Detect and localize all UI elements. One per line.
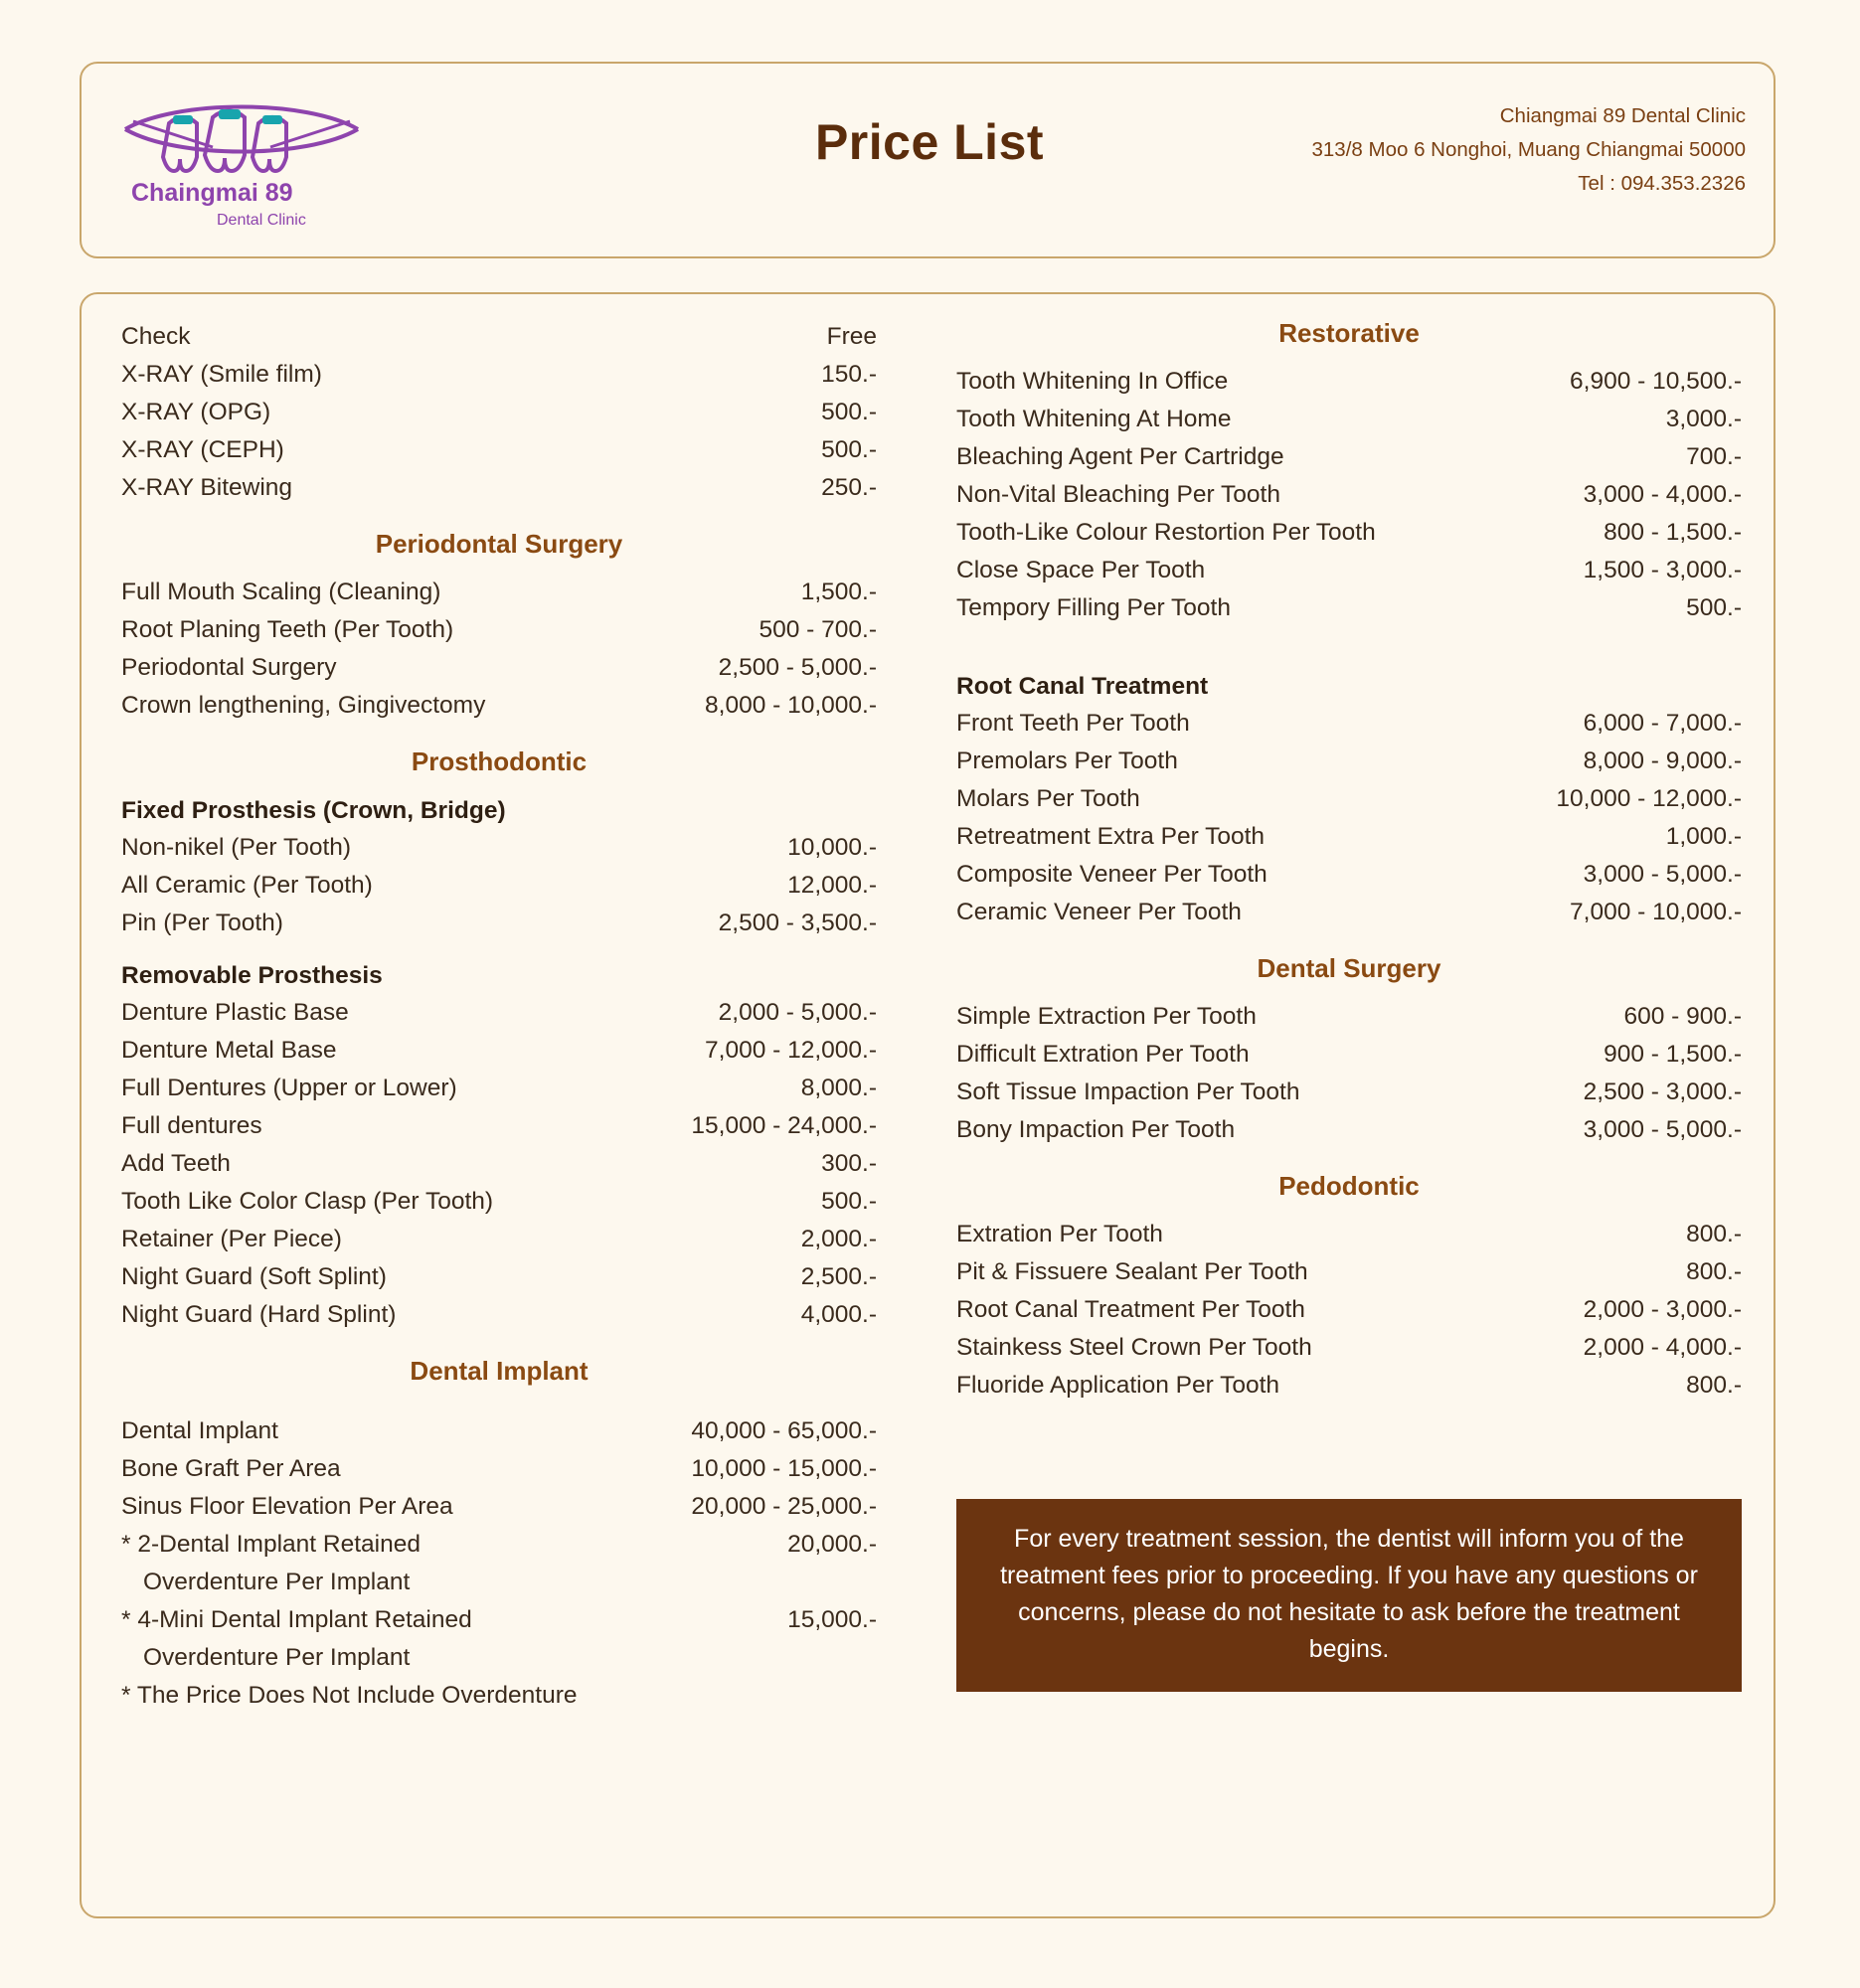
- table-row: [956, 438, 1742, 476]
- service-label: Periodontal Surgery: [121, 654, 337, 681]
- service-label: Simple Extraction Per Tooth: [956, 1003, 1257, 1030]
- table-row: [956, 589, 1742, 627]
- service-price: 800.-: [1686, 1258, 1742, 1285]
- service-label: Non-Vital Bleaching Per Tooth: [956, 481, 1280, 508]
- service-price: 8,000.-: [800, 1075, 877, 1101]
- table-row: [121, 1145, 877, 1183]
- service-price: 20,000 - 25,000.-: [691, 1493, 877, 1520]
- table-row: [121, 829, 877, 867]
- table-row: [121, 469, 877, 507]
- service-price: 250.-: [821, 474, 877, 501]
- service-label: Retainer (Per Piece): [121, 1226, 342, 1252]
- service-label: Night Guard (Soft Splint): [121, 1263, 387, 1290]
- service-label: Full Dentures (Upper or Lower): [121, 1075, 457, 1101]
- table-row: [121, 394, 877, 431]
- service-label: Root Canal Treatment Per Tooth: [956, 1296, 1305, 1323]
- clinic-phone: Tel : 094.353.2326: [1578, 172, 1746, 195]
- service-price: 600 - 900.-: [1623, 1003, 1742, 1030]
- page-title: Price List: [814, 114, 1045, 170]
- service-price: 1,000.-: [1665, 823, 1742, 850]
- table-row: [956, 1367, 1742, 1405]
- header-card: [80, 62, 1775, 258]
- service-price: 3,000 - 4,000.-: [1583, 481, 1742, 508]
- implant-note-continuation: Overdenture Per Implant: [143, 1569, 411, 1595]
- service-price: 800.-: [1686, 1221, 1742, 1247]
- clinic-contact-block: [1312, 99, 1747, 201]
- service-price: 2,000 - 3,000.-: [1583, 1296, 1742, 1323]
- table-row: [121, 1032, 877, 1070]
- table-row: [121, 867, 877, 905]
- spacer: [121, 1401, 877, 1412]
- service-price: 10,000.-: [787, 834, 877, 861]
- service-price: 3,000 - 5,000.-: [1583, 1116, 1742, 1143]
- service-label: Denture Plastic Base: [121, 999, 349, 1026]
- table-row: [956, 1074, 1742, 1111]
- table-row: [121, 1258, 877, 1296]
- subsection-title-fixed-prosthesis: Fixed Prosthesis (Crown, Bridge): [121, 797, 506, 824]
- service-label: Retreatment Extra Per Tooth: [956, 823, 1266, 850]
- service-label: Composite Veneer Per Tooth: [956, 861, 1268, 888]
- service-price: 40,000 - 65,000.-: [691, 1417, 877, 1444]
- subsection-title-root-canal: Root Canal Treatment: [956, 673, 1209, 700]
- service-price: 500.-: [1686, 594, 1742, 621]
- service-price: 700.-: [1686, 443, 1742, 470]
- restorative-section: [956, 363, 1742, 627]
- table-row: [121, 574, 877, 611]
- service-label: X-RAY (OPG): [121, 399, 271, 425]
- service-label: Full dentures: [121, 1112, 262, 1139]
- service-price: 2,000 - 5,000.-: [718, 999, 877, 1026]
- service-label: Add Teeth: [121, 1150, 231, 1177]
- service-label: Soft Tissue Impaction Per Tooth: [956, 1078, 1300, 1105]
- table-row: [121, 1601, 877, 1639]
- service-price: 2,000.-: [800, 1226, 877, 1252]
- service-label: Bony Impaction Per Tooth: [956, 1116, 1236, 1143]
- service-label: All Ceramic (Per Tooth): [121, 872, 373, 899]
- clinic-name: Chiangmai 89 Dental Clinic: [1499, 104, 1746, 127]
- service-price: Free: [826, 323, 877, 350]
- service-price: 7,000 - 10,000.-: [1570, 899, 1742, 925]
- service-price: 10,000 - 12,000.-: [1556, 785, 1742, 812]
- table-row: [956, 552, 1742, 589]
- service-label: Fluoride Application Per Tooth: [956, 1372, 1280, 1399]
- table-row: [956, 705, 1742, 743]
- implant-note-continuation-2: Overdenture Per Implant: [143, 1644, 411, 1671]
- clinic-address: 313/8 Moo 6 Nonghoi, Muang Chiangmai 50000: [1311, 138, 1746, 161]
- table-row: [956, 476, 1742, 514]
- table-row: [121, 687, 877, 725]
- table-row: [956, 514, 1742, 552]
- service-price: 15,000.-: [787, 1606, 877, 1633]
- service-label: Pin (Per Tooth): [121, 910, 283, 936]
- service-price: 800 - 1,500.-: [1604, 519, 1742, 546]
- removable-prosthesis-section: [121, 994, 877, 1334]
- service-label: Bleaching Agent Per Cartridge: [956, 443, 1284, 470]
- section-title-restorative: Restorative: [1278, 318, 1420, 348]
- service-label: Check: [121, 323, 191, 350]
- table-row: [956, 401, 1742, 438]
- service-label: Tooth-Like Colour Restortion Per Tooth: [956, 519, 1376, 546]
- table-row: [121, 1070, 877, 1107]
- service-label: Tooth Whitening In Office: [956, 368, 1229, 395]
- treatment-notice: For every treatment session, the dentist will inform you of the treatment fees prior to proceeding. If you have any questions or concerns, please do not hesitate to ask before the treatment begins.: [956, 1499, 1742, 1692]
- implant-footnote: * The Price Does Not Include Overdenture: [121, 1682, 578, 1709]
- service-label: Premolars Per Tooth: [956, 747, 1178, 774]
- service-price: 500.-: [821, 436, 877, 463]
- service-label: Root Planing Teeth (Per Tooth): [121, 616, 454, 643]
- table-row: [121, 611, 877, 649]
- section-title-dental-surgery: Dental Surgery: [1257, 953, 1441, 983]
- service-label: Tooth Whitening At Home: [956, 406, 1232, 432]
- service-price: 150.-: [821, 361, 877, 388]
- table-row: [121, 905, 877, 942]
- service-price: 12,000.-: [787, 872, 877, 899]
- service-price: 3,000.-: [1665, 406, 1742, 432]
- service-price: 1,500 - 3,000.-: [1583, 557, 1742, 583]
- service-label: Molars Per Tooth: [956, 785, 1140, 812]
- service-label: X-RAY Bitewing: [121, 474, 293, 501]
- section-title-prosthodontic: Prosthodontic: [411, 746, 588, 776]
- service-label: Dental Implant: [121, 1417, 278, 1444]
- service-price: 500.-: [821, 399, 877, 425]
- logo-wordmark: Chaingmai 89: [131, 179, 293, 207]
- table-row: [121, 994, 877, 1032]
- table-row: [956, 363, 1742, 401]
- service-price: 10,000 - 15,000.-: [691, 1455, 877, 1482]
- table-row: [121, 1526, 877, 1564]
- service-price: 8,000 - 9,000.-: [1583, 747, 1742, 774]
- service-price: 6,000 - 7,000.-: [1583, 710, 1742, 737]
- service-label: Difficult Extration Per Tooth: [956, 1041, 1250, 1068]
- table-row: [956, 780, 1742, 818]
- service-label: Non-nikel (Per Tooth): [121, 834, 352, 861]
- fixed-prosthesis-section: [121, 829, 877, 942]
- table-row: [956, 894, 1742, 931]
- periodontal-surgery-section: [121, 574, 877, 725]
- table-row: [956, 1291, 1742, 1329]
- table-row: [121, 1450, 877, 1488]
- table-row: [121, 1412, 877, 1450]
- section-title-periodontal-surgery: Periodontal Surgery: [375, 529, 623, 559]
- table-row: [121, 649, 877, 687]
- general-section: [121, 318, 877, 507]
- service-price: 6,900 - 10,500.-: [1570, 368, 1742, 395]
- service-label: Front Teeth Per Tooth: [956, 710, 1190, 737]
- service-price: 8,000 - 10,000.-: [705, 692, 877, 719]
- service-label: Bone Graft Per Area: [121, 1455, 341, 1482]
- service-label: * 2-Dental Implant Retained: [121, 1531, 421, 1558]
- service-label: Denture Metal Base: [121, 1037, 337, 1064]
- service-label: Close Space Per Tooth: [956, 557, 1206, 583]
- service-price: 2,500 - 5,000.-: [718, 654, 877, 681]
- section-title-pedodontic: Pedodontic: [1278, 1171, 1420, 1201]
- table-row: [956, 743, 1742, 780]
- left-column: [121, 318, 877, 1715]
- table-row: [121, 431, 877, 469]
- logo-subtext: Dental Clinic: [217, 212, 306, 229]
- table-row: [956, 818, 1742, 856]
- dental-surgery-section: [956, 998, 1742, 1149]
- table-row: [121, 1296, 877, 1334]
- service-price: 800.-: [1686, 1372, 1742, 1399]
- table-row: [956, 1253, 1742, 1291]
- service-label: X-RAY (CEPH): [121, 436, 284, 463]
- pedodontic-section: [956, 1216, 1742, 1405]
- service-label: Pit & Fissuere Sealant Per Tooth: [956, 1258, 1308, 1285]
- service-label: Tooth Like Color Clasp (Per Tooth): [121, 1188, 494, 1215]
- service-price: 4,000.-: [800, 1301, 877, 1328]
- service-label: Extration Per Tooth: [956, 1221, 1163, 1247]
- table-row: [121, 1488, 877, 1526]
- table-row: [121, 1107, 877, 1145]
- service-label: Crown lengthening, Gingivectomy: [121, 692, 486, 719]
- service-price: 2,500 - 3,000.-: [1583, 1078, 1742, 1105]
- table-row: [956, 1329, 1742, 1367]
- service-label: Stainkess Steel Crown Per Tooth: [956, 1334, 1312, 1361]
- table-row: [121, 1183, 877, 1221]
- service-price: 900 - 1,500.-: [1604, 1041, 1742, 1068]
- table-row: [121, 318, 877, 356]
- service-price: 500 - 700.-: [759, 616, 877, 643]
- service-price: 500.-: [821, 1188, 877, 1215]
- section-title-dental-implant: Dental Implant: [410, 1356, 589, 1386]
- service-price: 1,500.-: [800, 579, 877, 605]
- table-row: [956, 1111, 1742, 1149]
- service-price: 2,000 - 4,000.-: [1583, 1334, 1742, 1361]
- service-label: Full Mouth Scaling (Cleaning): [121, 579, 441, 605]
- table-row: [121, 1221, 877, 1258]
- price-body-card: [80, 292, 1775, 1918]
- service-label: * 4-Mini Dental Implant Retained: [121, 1606, 472, 1633]
- service-price: 7,000 - 12,000.-: [705, 1037, 877, 1064]
- service-label: Ceramic Veneer Per Tooth: [956, 899, 1242, 925]
- service-price: 3,000 - 5,000.-: [1583, 861, 1742, 888]
- table-row: [121, 356, 877, 394]
- service-label: Tempory Filling Per Tooth: [956, 594, 1231, 621]
- dental-implant-section: [121, 1412, 877, 1715]
- service-label: Sinus Floor Elevation Per Area: [121, 1493, 453, 1520]
- table-row: [956, 998, 1742, 1036]
- service-price: 15,000 - 24,000.-: [691, 1112, 877, 1139]
- service-price: 20,000.-: [787, 1531, 877, 1558]
- table-row: [956, 1036, 1742, 1074]
- root-canal-section: [956, 705, 1742, 931]
- service-price: 2,500.-: [800, 1263, 877, 1290]
- table-row: [956, 856, 1742, 894]
- service-price: 2,500 - 3,500.-: [718, 910, 877, 936]
- service-price: 300.-: [821, 1150, 877, 1177]
- service-label: X-RAY (Smile film): [121, 361, 322, 388]
- right-column: [956, 318, 1742, 1405]
- service-label: Night Guard (Hard Splint): [121, 1301, 397, 1328]
- subsection-title-removable-prosthesis: Removable Prosthesis: [121, 962, 383, 989]
- table-row: [956, 1216, 1742, 1253]
